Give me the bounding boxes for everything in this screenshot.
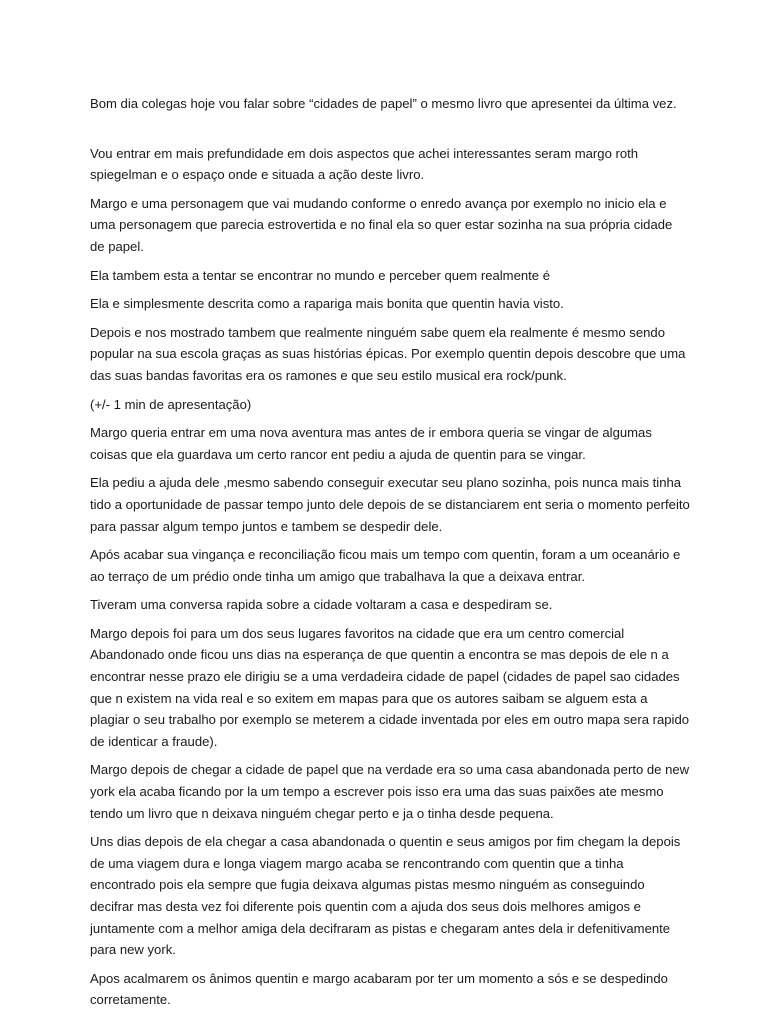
paragraph: Ela e simplesmente descrita como a rapariga mais bonita que quentin havia visto. xyxy=(90,296,564,312)
paragraph: Uns dias depois de ela chegar a casa abandonada o quentin e seus amigos por fim chegam la depois de uma viagem dura e longa viagem margo acaba se rencontrando com quentin que a tinha encontrado pois ela sempre que fugia deixava algumas pistas mesmo ninguém as conseguindo decifrar mas desta vez foi diferente pois quentin com a ajuda dos seus dois melhores amigos e juntamente com a melhor amiga dela decifraram as pistas e chegaram antes dela ir defenitivamente para new york. xyxy=(90,834,681,958)
paragraph: Após acabar sua vingança e reconciliação ficou mais um tempo com quentin, foram a um oceanário e ao terraço de um prédio onde tinha um amigo que trabalhava la que a deixava entrar. xyxy=(90,547,681,584)
paragraph: Ela tambem esta a tentar se encontrar no mundo e perceber quem realmente é xyxy=(90,267,550,283)
paragraph: Apos acalmarem os ânimos quentin e margo acabaram por ter um momento a sós e se despedindo corretamente. xyxy=(90,970,668,1008)
paragraph: Depois e nos mostrado tambem que realmente ninguém sabe quem ela realmente é mesmo sendo popular na sua escola graças as suas histórias épicas. Por exemplo quentin depois descobre que uma das suas bandas favoritas era os ramones e que seu estilo musical era rock/punk. xyxy=(90,324,686,383)
paragraph: Margo e uma personagem que vai mudando conforme o enredo avança por exemplo no inicio ela e uma personagem que parecia estrovertida e no final ela so quer estar sozinha na sua própria cidade de papel. xyxy=(90,195,673,254)
paragraph: Tiveram uma conversa rapida sobre a cidade voltaram a casa e despediram se. xyxy=(90,597,553,613)
paragraph: Margo queria entrar em uma nova aventura mas antes de ir embora queria se vingar de algumas coisas que ela guardava um certo rancor ent pediu a ajuda de quentin para se vingar. xyxy=(90,425,652,462)
paragraph: Ela pediu a ajuda dele ,mesmo sabendo conseguir executar seu plano sozinha, pois nunca mais tinha tido a oportunidade de passar tempo junto dele depois de se distanciarem ent seria o momento perfeito para passar algum tempo juntos e tambem se despedir dele. xyxy=(90,475,690,534)
document-body xyxy=(90,93,690,1018)
paragraph: Margo depois de chegar a cidade de papel que na verdade era so uma casa abandonada perto de new york ela acaba ficando por la um tempo a escrever pois isso era uma das suas paixões ate mesmo tendo um livro que n deixava ninguém chegar perto e ja o tinha desde pequena. xyxy=(90,762,690,821)
paragraph: Vou entrar em mais prefundidade em dois aspectos que achei interessantes seram margo roth spiegelman e o espaço onde e situada a ação deste livro. xyxy=(90,145,639,183)
paragraph: (+/- 1 min de apresentação) xyxy=(90,396,252,412)
paragraph: Margo depois foi para um dos seus lugares favoritos na cidade que era um centro comercial Abandonado onde ficou uns dias na esperança de que quentin a encontra se mas depois de ele n a encontrar nesse prazo ele dirigiu se a uma verdadeira cidade de papel (cidades de papel sao cidades que n existem na vida real e so exitem em mapas para que os autores saibam se alguem esta a plagiar o seu trabalho por exemplo se meterem a cidade inventada por eles em outro mapa sera rapido de identicar a fraude). xyxy=(90,625,690,749)
paragraph-intro: Bom dia colegas hoje vou falar sobre “cidades de papel” o mesmo livro que apresentei da última vez. xyxy=(90,96,677,111)
